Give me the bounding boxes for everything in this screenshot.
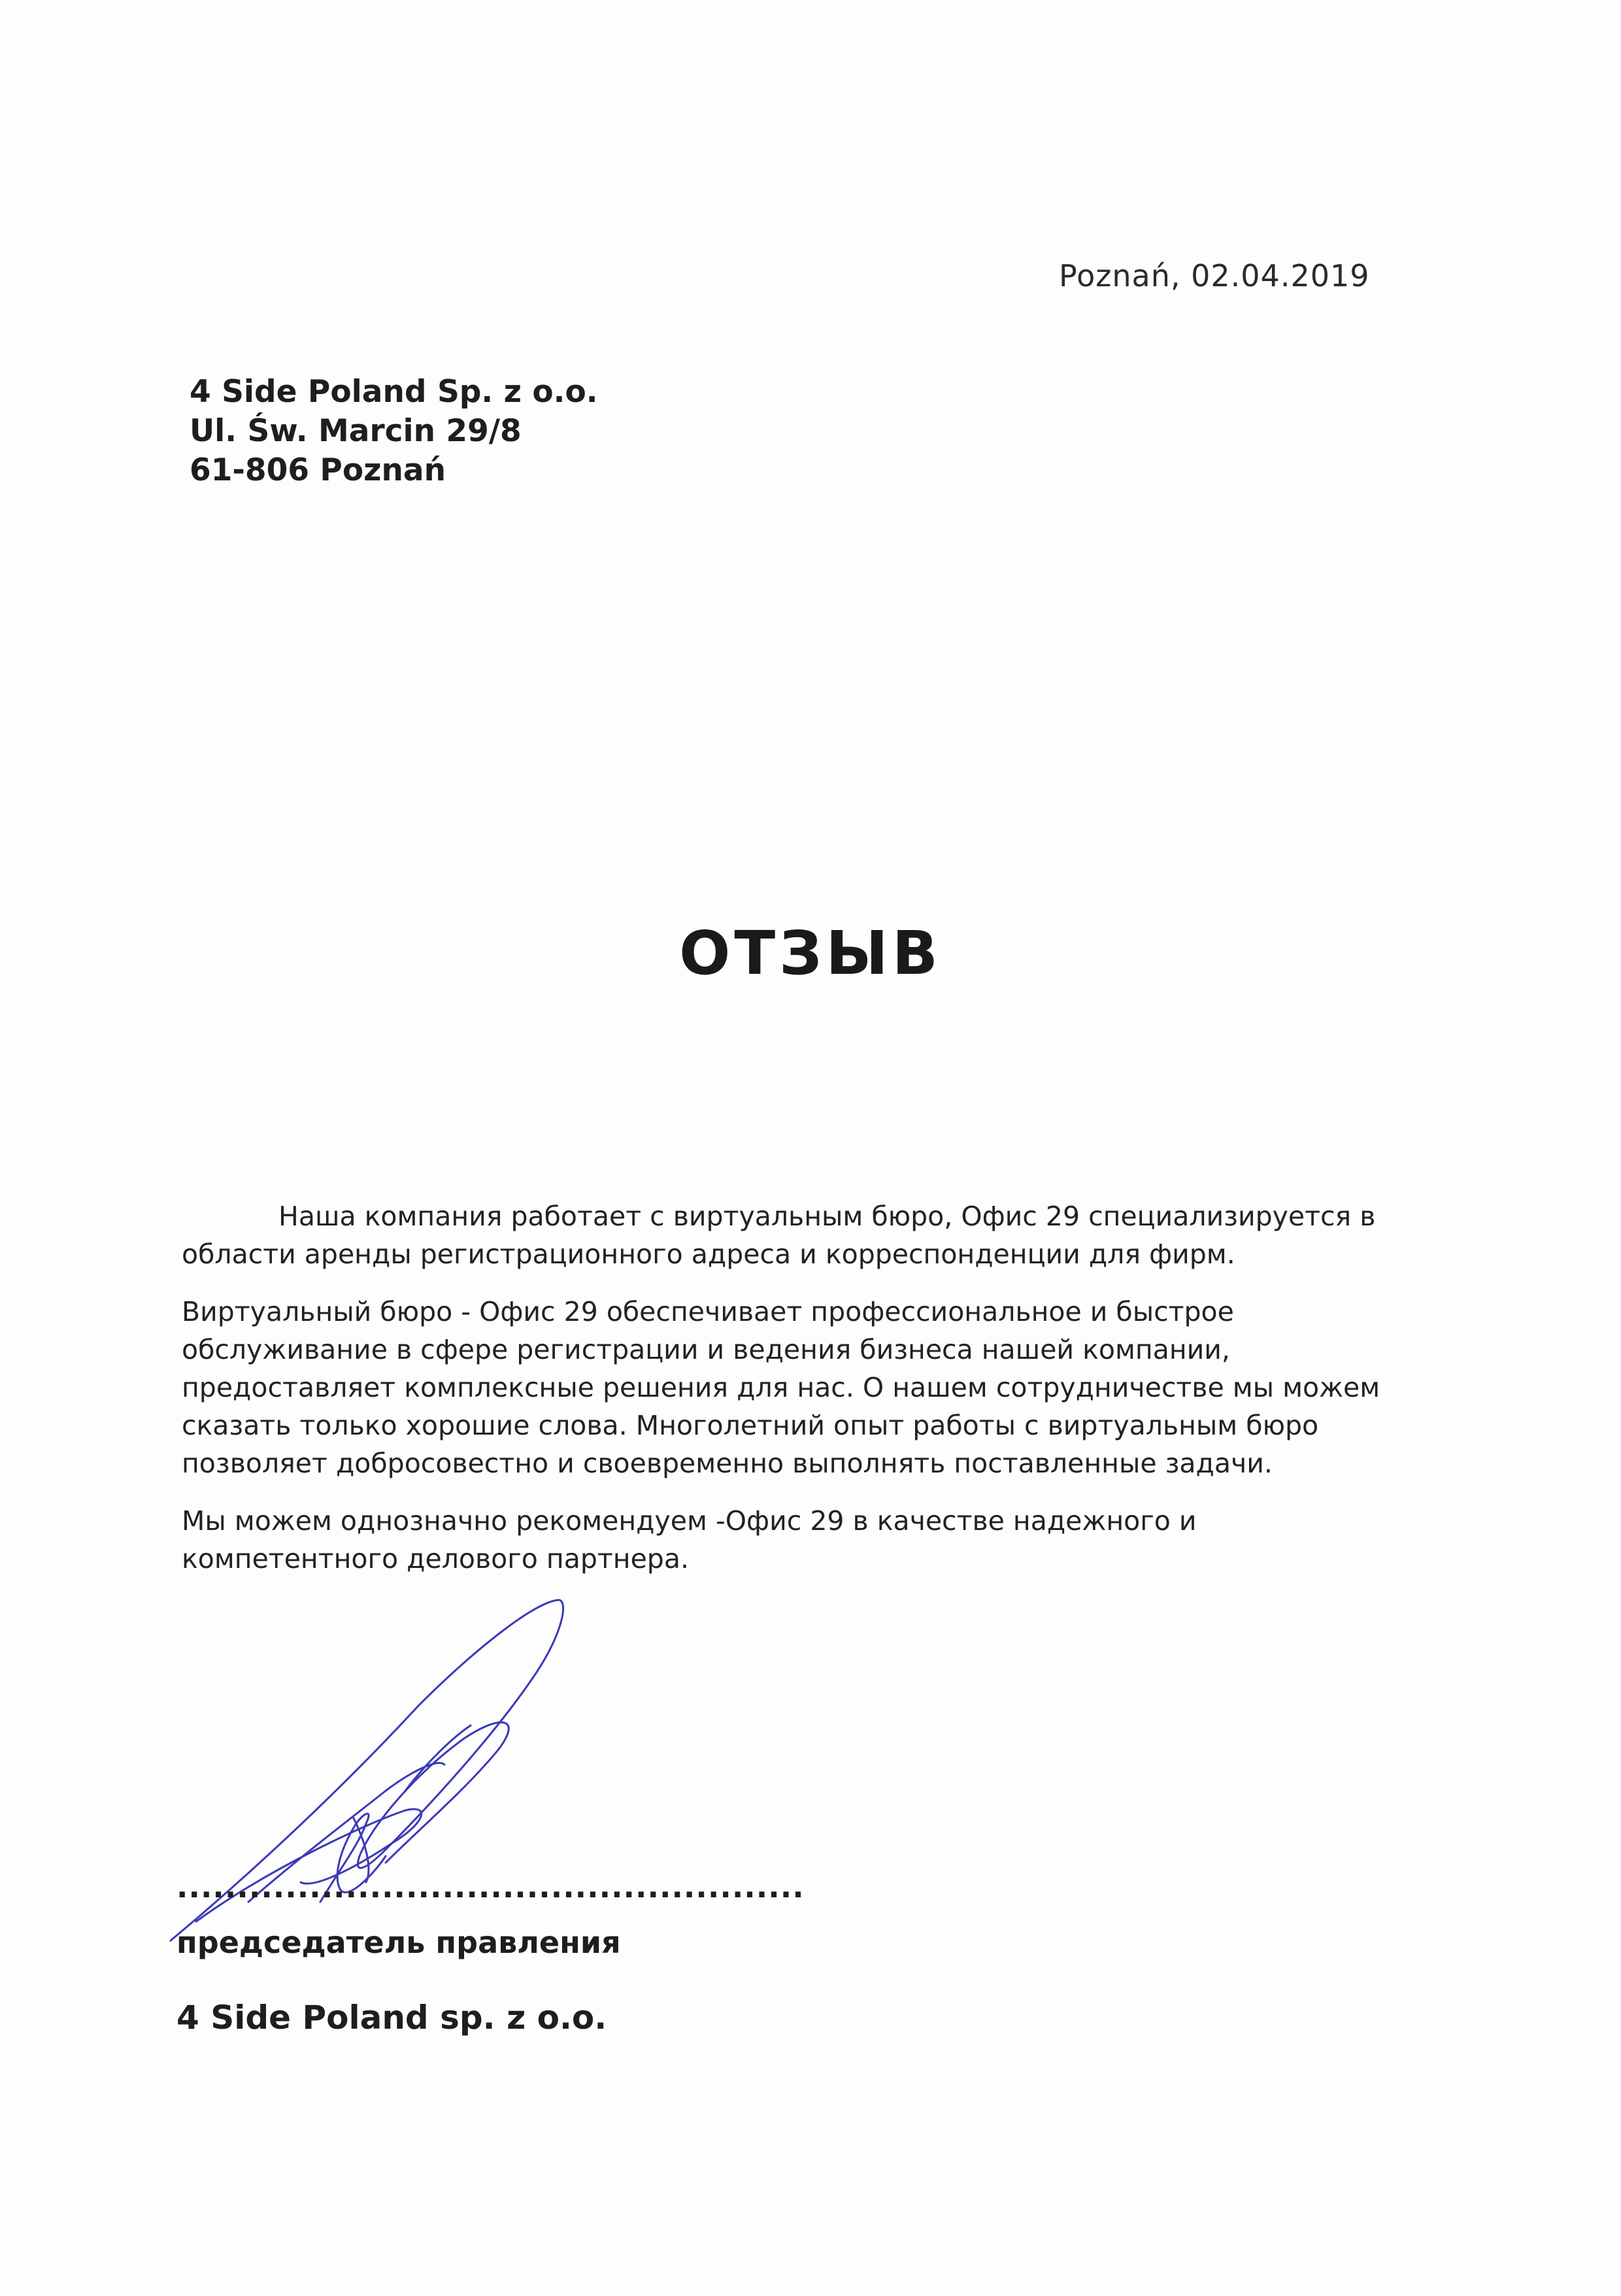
sender-company-name: 4 Side Poland Sp. z o.o. [190,374,598,410]
body-paragraph-3: Мы можем однозначно рекомендуем -Офис 29 в качестве надежного и компетентного делового партнера. [182,1505,1197,1574]
letter-body [182,1197,1411,1597]
sender-street: Ul. Św. Marcin 29/8 [190,413,522,449]
handwritten-signature-icon [170,1595,588,1974]
letter-date: Poznań, 02.04.2019 [1059,258,1370,293]
sender-address [190,373,598,490]
signatory-role: председатель правления [176,1925,621,1960]
signature-line: .................................................... [176,1869,805,1905]
letter-title: ОТЗЫВ [679,918,942,988]
body-paragraph-1: Наша компания работает с виртуальным бюро, Офис 29 специализируется в области аренды регистрационного адреса и корреспонденции для фирм. [182,1201,1376,1270]
body-paragraph-2: Виртуальный бюро - Офис 29 обеспечивает профессиональное и быстрое обслуживание в сфере регистрации и ведения бизнеса нашей компании, предоставляет комплексные решения для нас. О нашем сотрудничестве мы можем сказать только хорошие слова. Многолетний опыт работы с виртуальным бюро позволяет добросовестно и своевременно выполнять поставленные задачи. [182,1296,1380,1479]
sender-city: 61-806 Poznań [190,452,446,488]
signatory-company: 4 Side Poland sp. z o.o. [176,1999,607,2037]
